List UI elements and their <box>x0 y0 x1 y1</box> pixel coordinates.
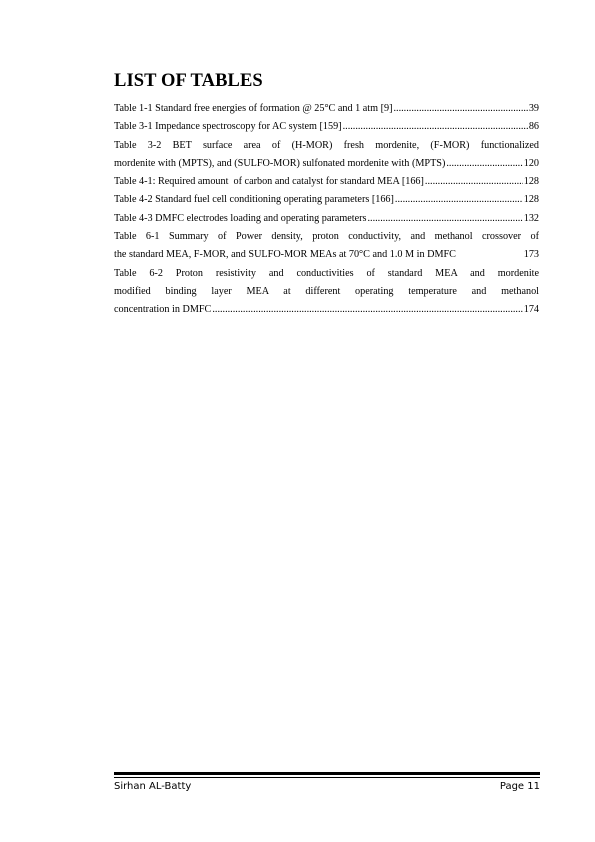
toc-entry-page: 120 <box>523 157 539 169</box>
toc-entry-page: 86 <box>528 121 539 133</box>
footer-author: Sirhan AL-Batty <box>114 781 192 792</box>
dot-leader <box>393 100 527 118</box>
toc-entry-page: 128 <box>523 194 539 206</box>
toc-entry-text: Table 4-1: Required amount of carbon and catalyst for standard MEA [166] <box>114 176 424 188</box>
toc-entry-table-4-3[interactable] <box>114 210 539 228</box>
toc-entry-text: Table 1-1 Standard free energies of formation @ 25°C and 1 atm [9] <box>114 103 393 114</box>
toc-entry-table-4-2[interactable] <box>114 191 539 209</box>
dot-leader <box>367 210 522 228</box>
toc-entry-text: concentration in DMFC <box>114 304 212 316</box>
toc-entry-page: 128 <box>523 176 539 188</box>
toc-entry-table-3-2[interactable] <box>114 137 539 174</box>
dot-leader <box>446 155 522 173</box>
toc-entry-text: Table 4-3 DMFC electrodes loading and operating parameters <box>114 212 367 224</box>
footer-rule <box>114 772 540 775</box>
toc-entry-page: 132 <box>523 212 539 224</box>
toc-entry-table-3-1[interactable] <box>114 118 539 136</box>
page-title: LIST OF TABLES <box>114 71 263 91</box>
toc-entry-text-line: Table 6-2 Proton resistivity and conductivities of standard MEA and mordenite <box>114 267 539 279</box>
toc-entry-text: Table 4-2 Standard fuel cell conditioning operating parameters [166] <box>114 194 394 206</box>
toc-entry-table-1-1[interactable] <box>114 100 539 118</box>
toc-entry-table-4-1[interactable] <box>114 173 539 191</box>
dot-leader <box>343 118 528 136</box>
page-footer <box>114 781 540 792</box>
list-of-tables <box>114 100 539 320</box>
dot-leader <box>212 301 522 319</box>
dot-leader <box>395 191 523 209</box>
toc-entry-page: 173 <box>523 249 539 261</box>
toc-entry-table-6-1[interactable] <box>114 228 539 265</box>
dot-leader <box>425 173 523 191</box>
toc-entry-text-line: modified binding layer MEA at different operating temperature and methanol <box>114 285 539 297</box>
toc-entry-table-6-2[interactable] <box>114 265 539 320</box>
toc-entry-text-line: Table 6-1 Summary of Power density, proton conductivity, and methanol crossover of <box>114 231 539 243</box>
footer-rule-thin <box>114 777 540 778</box>
toc-entry-page: 39 <box>528 103 539 114</box>
toc-entry-text: the standard MEA, F-MOR, and SULFO-MOR MEAs at 70°C and 1.0 M in DMFC <box>114 249 456 261</box>
toc-entry-page: 174 <box>523 304 539 316</box>
toc-entry-text: mordenite with (MPTS), and (SULFO-MOR) sulfonated mordenite with (MPTS) <box>114 157 446 169</box>
footer-page-number: Page 11 <box>499 781 540 792</box>
toc-entry-text-line: Table 3-2 BET surface area of (H-MOR) fresh mordenite, (F-MOR) functionalized <box>114 139 539 151</box>
toc-entry-text: Table 3-1 Impedance spectroscopy for AC system [159] <box>114 121 342 133</box>
